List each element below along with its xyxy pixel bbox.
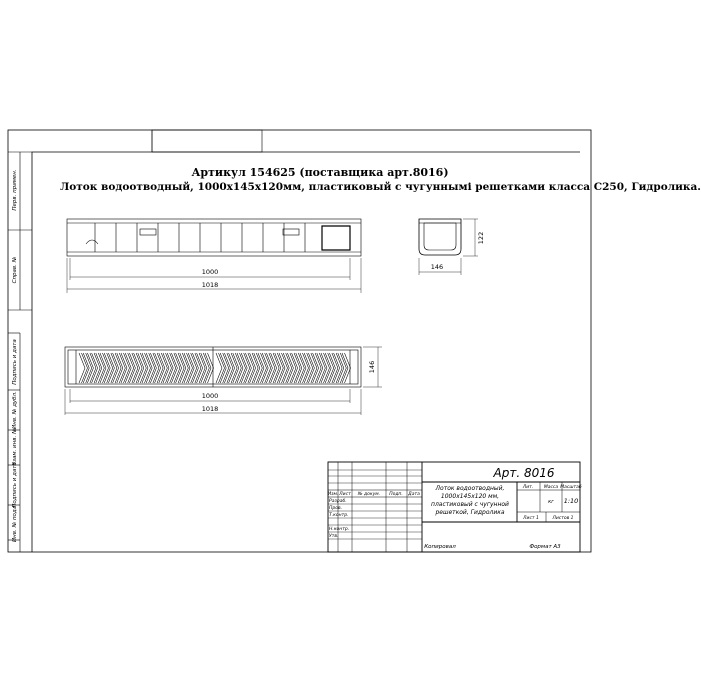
side-view: [67, 219, 361, 256]
stamp-designation: Арт. 8016: [493, 466, 555, 480]
stamp-name-line-3: пластиковый с чугунной: [431, 501, 509, 508]
stamp-sheet: Лист 1: [523, 516, 539, 521]
stamp-row-tkontr: Т.контр.: [329, 513, 349, 518]
margin-label-5: Взам. инв. №: [12, 428, 18, 466]
stamp-mass-label: Масса: [543, 485, 559, 490]
margin-label-3: Подпись и дата: [12, 339, 18, 385]
top-dim-inner: 1000: [201, 392, 219, 400]
cross-section-dimensions: [419, 219, 478, 275]
margin-label-1: Перв. примен.: [12, 169, 18, 211]
stamp-row-prov: Пров.: [329, 506, 343, 511]
top-rotated-cell: [152, 130, 262, 152]
stamp-mass-unit: кг: [548, 499, 554, 505]
stamp-row-razrab: Разраб.: [329, 499, 347, 504]
margin-label-6: Подпись и дата: [12, 462, 18, 508]
stamp-col-list: Лист: [339, 492, 351, 497]
side-dim-inner: 1000: [201, 268, 219, 276]
stamp-row-utv: Утв.: [329, 534, 339, 539]
stamp-name-line-4: решеткой, Гидролика: [435, 509, 505, 516]
stamp-format: Формат А3: [529, 544, 561, 550]
stamp-row-nkontr: Н.контр.: [329, 527, 350, 532]
cross-section-view: [419, 219, 461, 255]
inner-border: [32, 152, 701, 552]
left-margin-labels: [12, 169, 18, 542]
stamp-name-line-2: 1000х145х120 мм,: [440, 493, 500, 500]
stamp-col-doc: № докум.: [357, 492, 381, 497]
stamp-scale-value: 1:10: [563, 497, 579, 505]
margin-label-2: Справ. №: [12, 256, 18, 284]
top-dim-outer: 1018: [201, 405, 219, 413]
stamp-sheets: Листов 1: [552, 516, 574, 521]
title-block-text: [328, 466, 582, 550]
stamp-col-date: Дата: [408, 492, 420, 497]
stamp-col-sign: Подп.: [389, 492, 403, 497]
cross-dim-height: 122: [477, 231, 485, 245]
cross-dim-width: 146: [430, 263, 444, 271]
margin-label-4: Инв. № дубл.: [12, 391, 18, 429]
stamp-name-line-1: Лоток водоотводный,: [435, 485, 505, 492]
grate-slots: [79, 353, 351, 383]
top-dim-width: 146: [368, 360, 376, 374]
grate-slot: [79, 353, 88, 383]
side-dim-outer: 1018: [201, 281, 219, 289]
stamp-scale-label: Масштаб: [560, 485, 582, 490]
drawing-title-description: Лоток водоотводный, 1000х145х120мм, пластиковый с чугуннымі решетками класса С250, Гидролика.: [60, 181, 701, 193]
stamp-copied: Копировал: [424, 544, 456, 550]
grate-slot: [216, 353, 225, 383]
drawing-title-article: Артикул 154625 (поставщика арт.8016): [191, 166, 449, 179]
stamp-lit-label: Лит.: [522, 485, 534, 490]
margin-label-7: Инв. № подл.: [12, 504, 18, 542]
stamp-col-izm: Изм.: [327, 492, 339, 497]
